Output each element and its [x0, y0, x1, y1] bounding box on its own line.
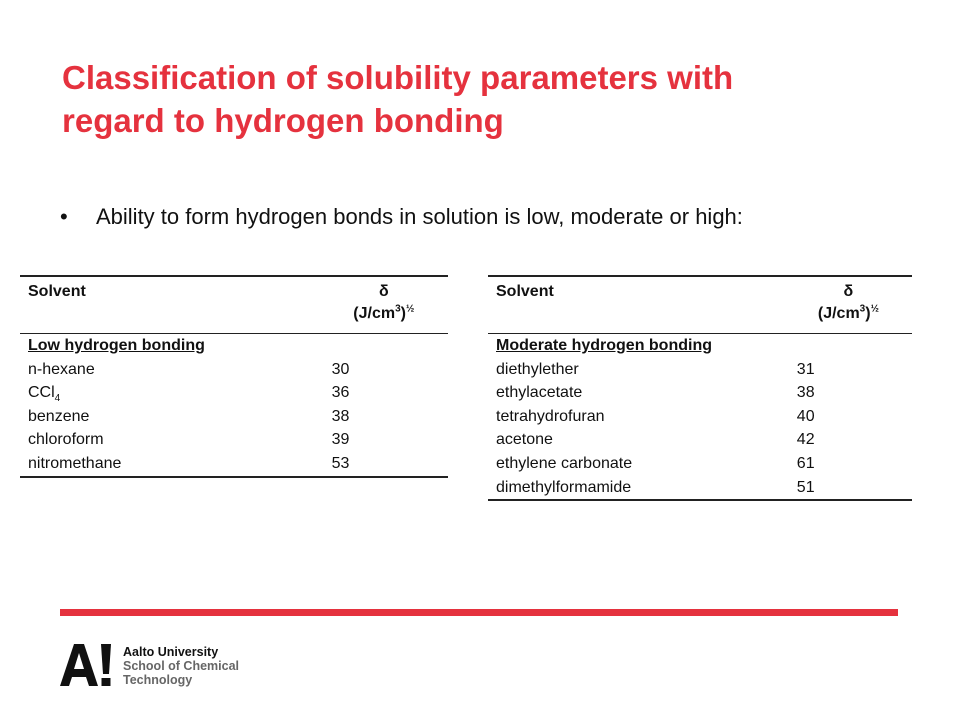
table-row [488, 405, 912, 429]
column-header-solvent: Solvent [20, 276, 320, 334]
bullet-marker: • [60, 204, 68, 229]
bullet-text: Ability to form hydrogen bonds in solution is low, moderate or high: [96, 204, 743, 229]
table-row [488, 381, 912, 405]
table-row [488, 452, 912, 476]
table-row [488, 358, 912, 382]
delta-unit: $(J/cm^3)^{\frac{1}{2}}$ [817, 303, 879, 322]
low-hydrogen-bonding-table [20, 275, 448, 478]
solvent-name: chloroform [28, 431, 104, 449]
solvent-name: benzene [28, 407, 90, 425]
delta-symbol: δ [843, 283, 854, 300]
solubility-value: 31 [796, 360, 815, 378]
category-label: Moderate hydrogen bonding [496, 337, 712, 354]
slide-title-line-1: Classification of solubility parameters with [62, 59, 734, 96]
solubility-value: 36 [331, 384, 350, 402]
column-header-delta [785, 276, 912, 334]
category-label: Low hydrogen bonding [28, 337, 205, 354]
solubility-value: 38 [331, 407, 350, 425]
solvent-name: ethylene carbonate [496, 454, 633, 472]
footer-divider [60, 609, 898, 616]
solvent-name: tetrahydrofuran [496, 407, 605, 425]
logo-line-technology: Technology [123, 673, 193, 687]
solvent-name: dimethylformamide [488, 476, 785, 501]
table-row [20, 358, 448, 382]
delta-unit: $(J/cm^3)^{\frac{1}{2}}$ [353, 303, 415, 322]
solvent-name: n-hexane [28, 360, 95, 378]
solubility-value: 38 [796, 384, 815, 402]
solubility-value: 30 [331, 360, 350, 378]
solubility-value: 40 [796, 407, 815, 425]
table-row [20, 405, 448, 429]
solvent-name: ethylacetate [496, 384, 583, 402]
aalto-a-exclamation-logo-icon [60, 644, 114, 686]
solubility-value: 39 [331, 431, 350, 449]
table-row [488, 476, 912, 501]
logo-wordmark [123, 645, 239, 687]
bullet-point [60, 203, 940, 231]
solubility-value: 42 [796, 431, 815, 449]
column-header-solvent: Solvent [488, 276, 785, 334]
column-header-delta [320, 276, 448, 334]
table-row [20, 428, 448, 452]
table-row [20, 381, 448, 405]
delta-symbol: δ [378, 283, 389, 300]
table-row [488, 428, 912, 452]
solvent-name: acetone [496, 431, 553, 449]
table-row [20, 452, 448, 477]
slide-title [62, 56, 922, 142]
solvent-name: nitromethane [20, 452, 320, 477]
logo-line-school: School of Chemical [123, 659, 239, 673]
logo-line-university: Aalto University [123, 645, 219, 659]
slide-title-line-2: regard to hydrogen bonding [62, 102, 504, 139]
solubility-value: 53 [320, 452, 448, 477]
moderate-hydrogen-bonding-table [488, 275, 912, 501]
solubility-value: 51 [785, 476, 912, 501]
solvent-name: diethylether [496, 360, 579, 378]
solubility-value: 61 [796, 454, 815, 472]
solvent-name: CCl$_4$ [28, 384, 61, 405]
